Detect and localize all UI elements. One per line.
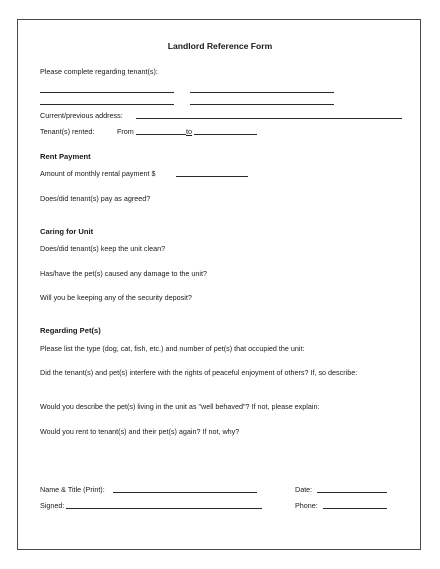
rent-amount-label: Amount of monthly rental payment $ (40, 169, 156, 178)
rented-from-field[interactable] (136, 134, 186, 135)
pets-heading: Regarding Pet(s) (40, 326, 101, 335)
signed-label: Signed: (40, 501, 65, 510)
pet-type-question: Please list the type (dog, cat, fish, etc.) and number of pet(s) that occupied the unit: (40, 344, 305, 353)
from-label: From (117, 127, 134, 136)
tenant-name-field-2[interactable] (190, 92, 334, 93)
form-title: Landlord Reference Form (167, 41, 273, 51)
signed-field[interactable] (66, 508, 262, 509)
form-border (17, 19, 421, 550)
tenant-name-field-4[interactable] (190, 104, 334, 105)
caring-heading: Caring for Unit (40, 227, 94, 236)
damage-question: Has/have the pet(s) caused any damage to the unit? (40, 269, 208, 278)
tenant-name-field-1[interactable] (40, 92, 174, 93)
deposit-question: Will you be keeping any of the security deposit? (40, 293, 192, 302)
date-label: Date: (295, 485, 313, 494)
clean-question: Does/did tenant(s) keep the unit clean? (40, 244, 166, 253)
name-title-label: Name & Title (Print): (40, 485, 105, 494)
intro-text: Please complete regarding tenant(s): (40, 67, 158, 76)
to-label: to (186, 127, 192, 136)
phone-field[interactable] (323, 508, 387, 509)
address-field[interactable] (136, 118, 402, 119)
date-field[interactable] (317, 492, 387, 493)
tenant-name-field-3[interactable] (40, 104, 174, 105)
rent-paid-question: Does/did tenant(s) pay as agreed? (40, 194, 151, 203)
name-title-field[interactable] (113, 492, 257, 493)
rent-amount-field[interactable] (176, 176, 248, 177)
rent-payment-heading: Rent Payment (40, 152, 91, 161)
rent-again-question: Would you rent to tenant(s) and their pet(s) again? If not, why? (40, 427, 240, 436)
rented-to-field[interactable] (194, 134, 257, 135)
pet-interfere-question: Did the tenant(s) and pet(s) interfere with the rights of peaceful enjoyment of others? If, so describe: (40, 368, 358, 377)
rented-label: Tenant(s) rented: (40, 127, 95, 136)
address-label: Current/previous address: (40, 111, 123, 120)
pet-behaved-question: Would you describe the pet(s) living in the unit as "well behaved"? If not, please explain: (40, 402, 320, 411)
phone-label: Phone: (295, 501, 318, 510)
